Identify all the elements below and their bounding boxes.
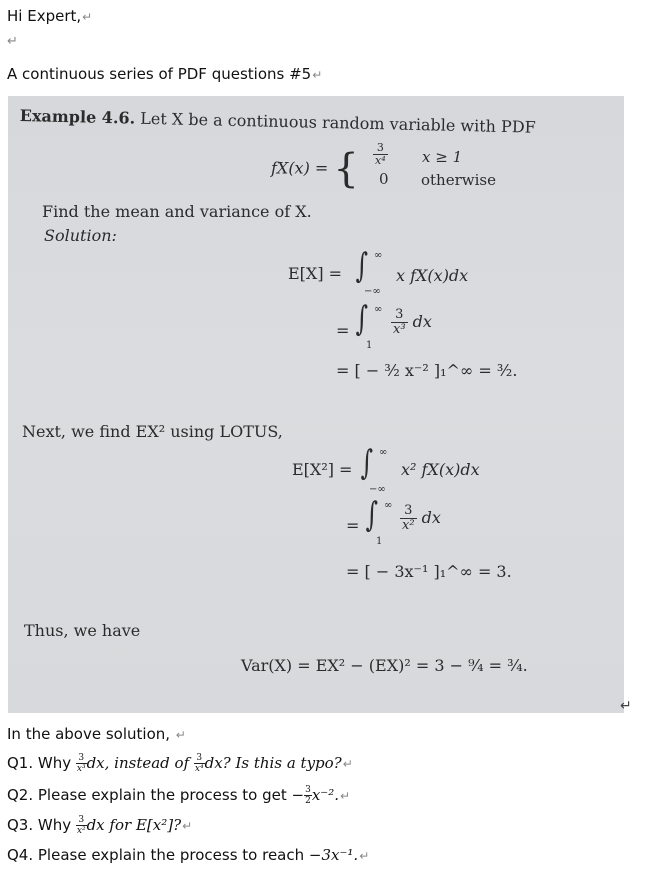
- pdf-case1-condition: x ≥ 1: [422, 148, 463, 166]
- ex-integrand-2: $\frac{3}{\text{x³}}$ dx: [393, 307, 432, 337]
- ex2-result: = [ − 3x⁻¹ ]₁^∞ = 3.: [346, 562, 512, 581]
- ex-integral-1: ∫: [355, 246, 369, 286]
- textbook-photo: [8, 96, 624, 713]
- thus-text: Thus, we have: [24, 621, 141, 640]
- question-3: Q3. Why $\frac{3}{\text{x²}}$ dx for E[x²]?↵: [7, 815, 193, 836]
- ex-integrand-1: x fX(x)dx: [396, 266, 469, 285]
- ex2-upper-limit-1: ∞: [379, 447, 388, 458]
- ex-equals-2: =: [336, 321, 350, 340]
- lotus-text: Next, we find EX² using LOTUS,: [22, 422, 283, 441]
- ex2-integrand-2: $\frac{3}{\text{x²}}$ dx: [402, 503, 441, 533]
- find-mean-variance-text: Find the mean and variance of X.: [42, 202, 312, 221]
- pdf-case1-value: $\frac{3}{\text{x⁴}}$: [375, 141, 386, 167]
- intro-text: A continuous series of PDF questions #5↵: [7, 65, 323, 83]
- ex-result: = [ − ³⁄₂ x⁻² ]₁^∞ = ³⁄₂.: [336, 361, 518, 380]
- ex2-integral-2: ∫: [365, 495, 379, 535]
- questions-intro: In the above solution, ↵: [7, 725, 186, 743]
- paragraph-mark: ↵: [620, 698, 632, 714]
- pdf-definition: fX(x) = {: [271, 146, 359, 192]
- variance-result: Var(X) = EX² − (EX)² = 3 − ⁹⁄₄ = ³⁄₄.: [241, 656, 528, 675]
- ex-upper-limit-1: ∞: [374, 250, 383, 261]
- question-1: Q1. Why $\frac{3}{\text{x³}}$ dx, instead of $\frac{3}{\text{x⁴}}$ dx? Is this a typo?↵: [7, 753, 353, 774]
- ex-upper-limit-2: ∞: [374, 304, 383, 315]
- ex-lower-limit-1: −∞: [364, 286, 381, 297]
- question-4: Q4. Please explain the process to reach −3x⁻¹.↵: [7, 846, 370, 864]
- question-2: Q2. Please explain the process to get − $\frac{3}{2}$ x⁻².↵: [7, 785, 351, 806]
- ex2-equals-2: =: [346, 516, 360, 535]
- ex2-lhs: E[X²] =: [292, 460, 353, 479]
- ex-lower-limit-2: 1: [366, 340, 373, 351]
- ex-integral-2: ∫: [355, 299, 369, 339]
- ex2-lower-limit-2: 1: [376, 536, 383, 547]
- example-heading: Example 4.6. Let X be a continuous random variable with PDF: [19, 106, 536, 137]
- solution-label: Solution:: [44, 226, 117, 245]
- ex2-upper-limit-2: ∞: [384, 500, 393, 511]
- empty-paragraph-mark: ↵: [7, 34, 18, 49]
- ex2-integral-1: ∫: [360, 443, 374, 483]
- pdf-case2-value: 0: [379, 170, 389, 188]
- ex-lhs: E[X] =: [288, 264, 343, 283]
- ex2-integrand-1: x² fX(x)dx: [401, 460, 480, 479]
- ex2-lower-limit-1: −∞: [369, 484, 386, 495]
- greeting-text: Hi Expert,↵: [7, 7, 93, 25]
- pdf-case2-condition: otherwise: [421, 171, 496, 189]
